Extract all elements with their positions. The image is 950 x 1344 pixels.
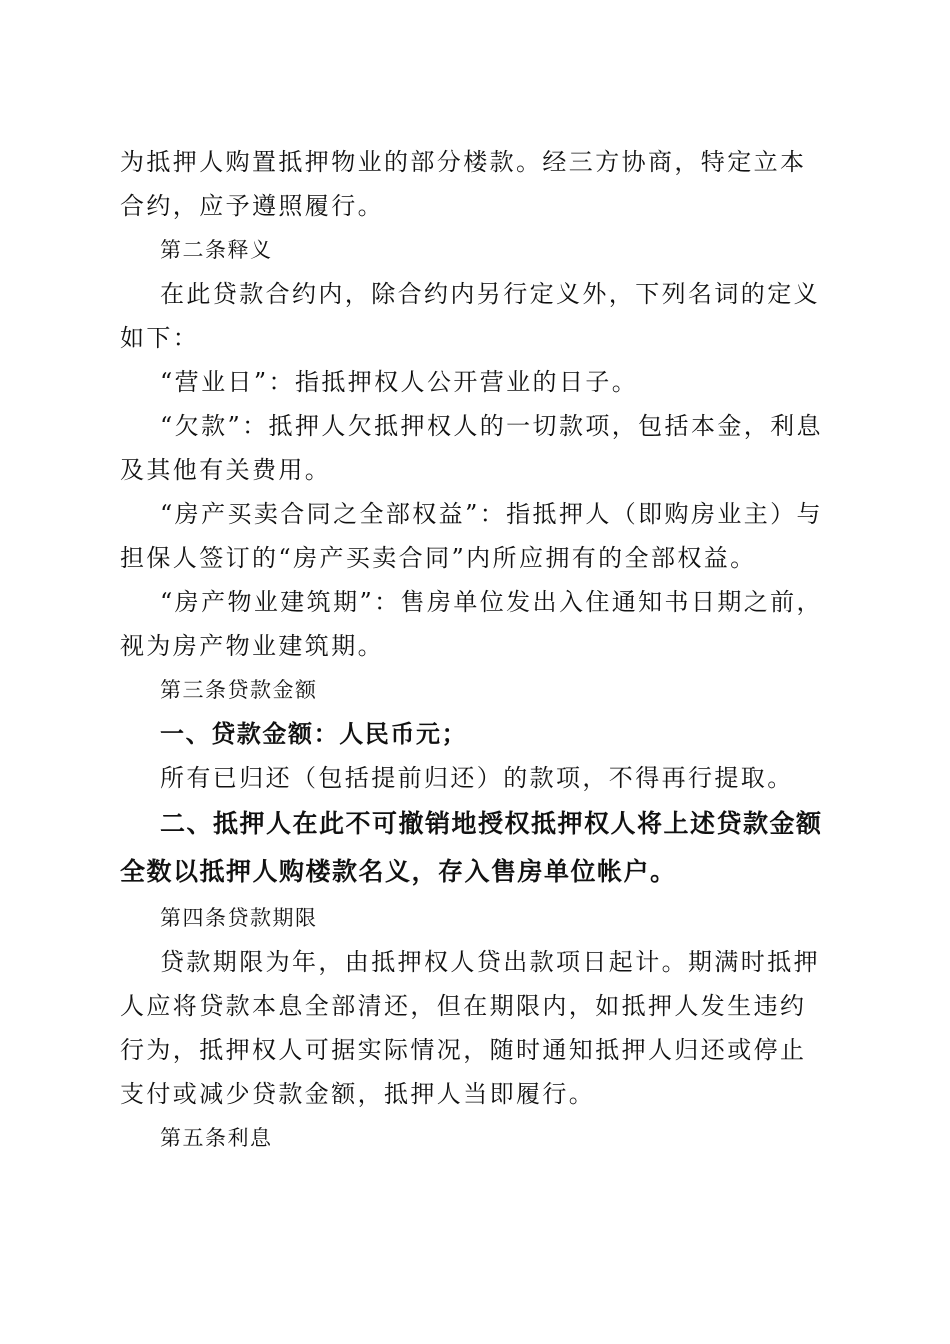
definition-business-day: “营业日”：指抵押权人公开营业的日子。	[160, 368, 639, 396]
article-heading-4: 第四条贷款期限	[160, 906, 318, 930]
paragraph-purpose: 为抵押人购置抵押物业的部分楼款。经三方协商，特定立本合约，应予遵照履行。	[120, 148, 807, 220]
article-heading-3: 第三条贷款金额	[160, 678, 318, 702]
definition-construction-period: “房产物业建筑期”：售房单位发出入住通知书日期之前，视为房产物业建筑期。	[120, 588, 823, 660]
loan-term-clause: 贷款期限为年，由抵押权人贷出款项日起计。期满时抵押人应将贷款本息全部清还，但在期限内，如抵押人发生违约行为，抵押权人可据实际情况，随时通知抵押人归还或停止支付或减少贷款金额，抵押人当即履行。	[120, 948, 820, 1108]
article-heading-2: 第二条释义	[160, 238, 273, 262]
paragraph-definitions-intro: 在此贷款合约内，除合约内另行定义外，下列名词的定义如下：	[120, 280, 820, 352]
definition-contract-rights: “房产买卖合同之全部权益”：指抵押人（即购房业主）与担保人签订的“房产买卖合同”内所应拥有的全部权益。	[120, 500, 823, 572]
document-body	[120, 140, 830, 1160]
repayment-clause: 所有已归还（包括提前归还）的款项，不得再行提取。	[160, 764, 794, 792]
authorization-clause: 二、抵押人在此不可撤销地授权抵押权人将上述贷款金额全数以抵押人购楼款名义，存入售房单位帐户。	[120, 809, 823, 886]
article-heading-5: 第五条利息	[160, 1126, 273, 1150]
loan-amount-clause: 一、贷款金额：人民币元；	[160, 720, 468, 748]
definition-debt: “欠款”：抵押人欠抵押权人的一切款项，包括本金，利息及其他有关费用。	[120, 412, 823, 484]
